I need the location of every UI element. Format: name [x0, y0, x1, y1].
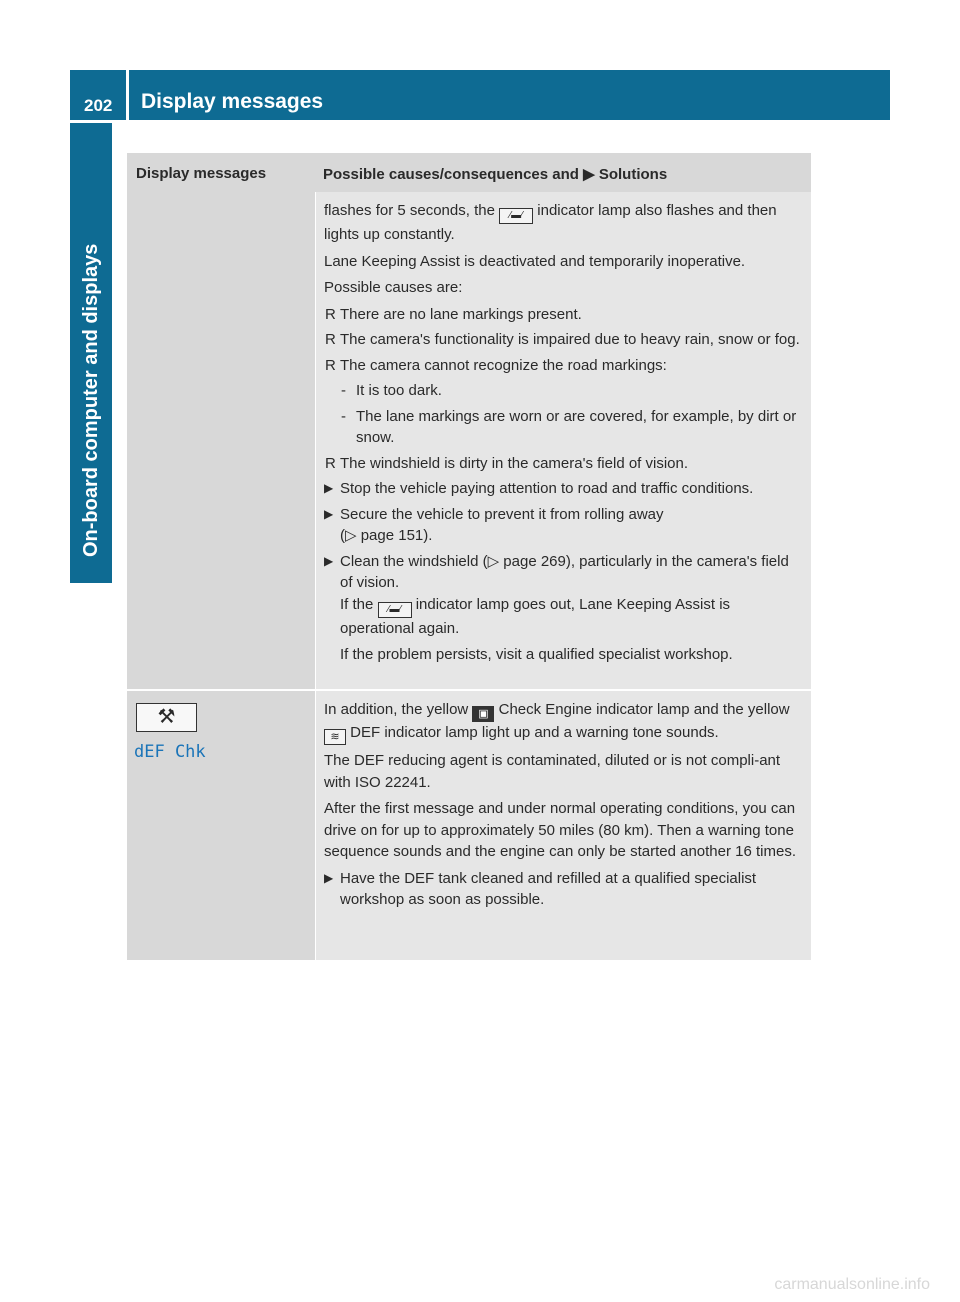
display-code: dEF Chk	[134, 742, 206, 762]
def-indicator-icon: ≋	[324, 729, 346, 745]
col-header-display-messages: Display messages	[136, 165, 267, 182]
bullet-icon: R	[325, 356, 336, 374]
display-cell-empty	[127, 192, 315, 689]
page-number-box	[70, 70, 126, 120]
sub-list-item: - The lane markings are worn or are covered, for example, by dirt or snow.	[341, 407, 797, 446]
paragraph: If the problem persists, visit a qualified specialist workshop.	[340, 646, 733, 663]
watermark: carmanualsonline.info	[774, 1276, 930, 1293]
sub-list-item: - It is too dark.	[324, 380, 803, 402]
causes-cell	[315, 691, 811, 960]
header-bar	[129, 70, 890, 120]
lane-keeping-icon: ⁄▬⁄	[378, 602, 412, 618]
paragraph: After the first message and under normal operating conditions, you can drive on for up to approximately 50 miles (80 km). Then a warning tone sequence sounds and the engine can only be started another 16 times.	[324, 800, 796, 860]
check-engine-icon: ▣	[472, 706, 494, 722]
lane-keeping-icon: ⁄▬⁄	[499, 208, 533, 224]
paragraph: flashes for 5 seconds, the ⁄▬⁄ indicator lamp also flashes and then lights up constantly.	[324, 202, 777, 243]
paragraph: In addition, the yellow ▣ Check Engine indicator lamp and the yellow ≋ DEF indicator lamp light up and a warning tone sounds.	[324, 701, 790, 743]
messages-table	[127, 153, 811, 960]
paragraph: Lane Keeping Assist is deactivated and temporarily inoperative.	[324, 252, 746, 270]
bullet-icon: R	[325, 305, 336, 323]
action-arrow-icon: ▶	[324, 553, 334, 568]
causes-cell	[315, 192, 811, 689]
page-number: 202	[84, 96, 113, 115]
action-item: ▶ Clean the windshield (▷ page 269), particularly in the camera's field of vision. If the ⁄▬⁄ indicator lamp goes out, Lane Keeping Assist is operational again. If the problem persists, visit a qualified specialist workshop.	[324, 551, 803, 666]
triangle-right-icon: ▶	[583, 166, 595, 183]
action-item: ▶ Have the DEF tank cleaned and refilled at a qualified specialist workshop as soon as possible.	[324, 869, 757, 908]
list-item: R There are no lane markings present.	[324, 304, 803, 326]
page-link[interactable]: (▷ page 151).	[340, 527, 433, 544]
wrench-icon: ⚒	[136, 703, 197, 732]
action-item: ▶ Secure the vehicle to prevent it from rolling away (▷ page 151).	[324, 505, 664, 544]
col-header-causes-text: Possible causes/consequences and	[323, 166, 579, 183]
table-row	[127, 689, 811, 960]
bullet-icon: R	[325, 331, 336, 348]
paragraph: Possible causes are:	[324, 279, 463, 296]
col-header-causes	[315, 153, 811, 192]
action-arrow-icon: ▶	[324, 481, 334, 495]
list-item: R The camera's functionality is impaired due to heavy rain, snow or fog.	[324, 329, 803, 351]
col-header-solutions-text: Solutions	[598, 166, 668, 183]
list-item: R The camera cannot recognize the road markings:	[324, 355, 803, 377]
page-title: Display messages	[141, 90, 324, 113]
dash-icon: -	[341, 407, 346, 425]
side-tab	[70, 123, 112, 583]
side-tab-label: On-board computer and displays	[80, 243, 102, 557]
paragraph: The DEF reducing agent is contaminated, diluted or is not compli-ant with ISO 22241.	[324, 752, 781, 791]
display-cell	[127, 691, 315, 960]
action-item: ▶ Stop the vehicle paying attention to road and traffic conditions.	[324, 478, 803, 500]
list-item: R The windshield is dirty in the camera's field of vision.	[324, 453, 803, 475]
table-row	[127, 192, 811, 689]
bullet-icon: R	[325, 454, 336, 472]
table-header	[127, 153, 811, 192]
action-arrow-icon: ▶	[324, 870, 334, 885]
dash-icon: -	[341, 382, 346, 399]
action-arrow-icon: ▶	[324, 506, 334, 521]
